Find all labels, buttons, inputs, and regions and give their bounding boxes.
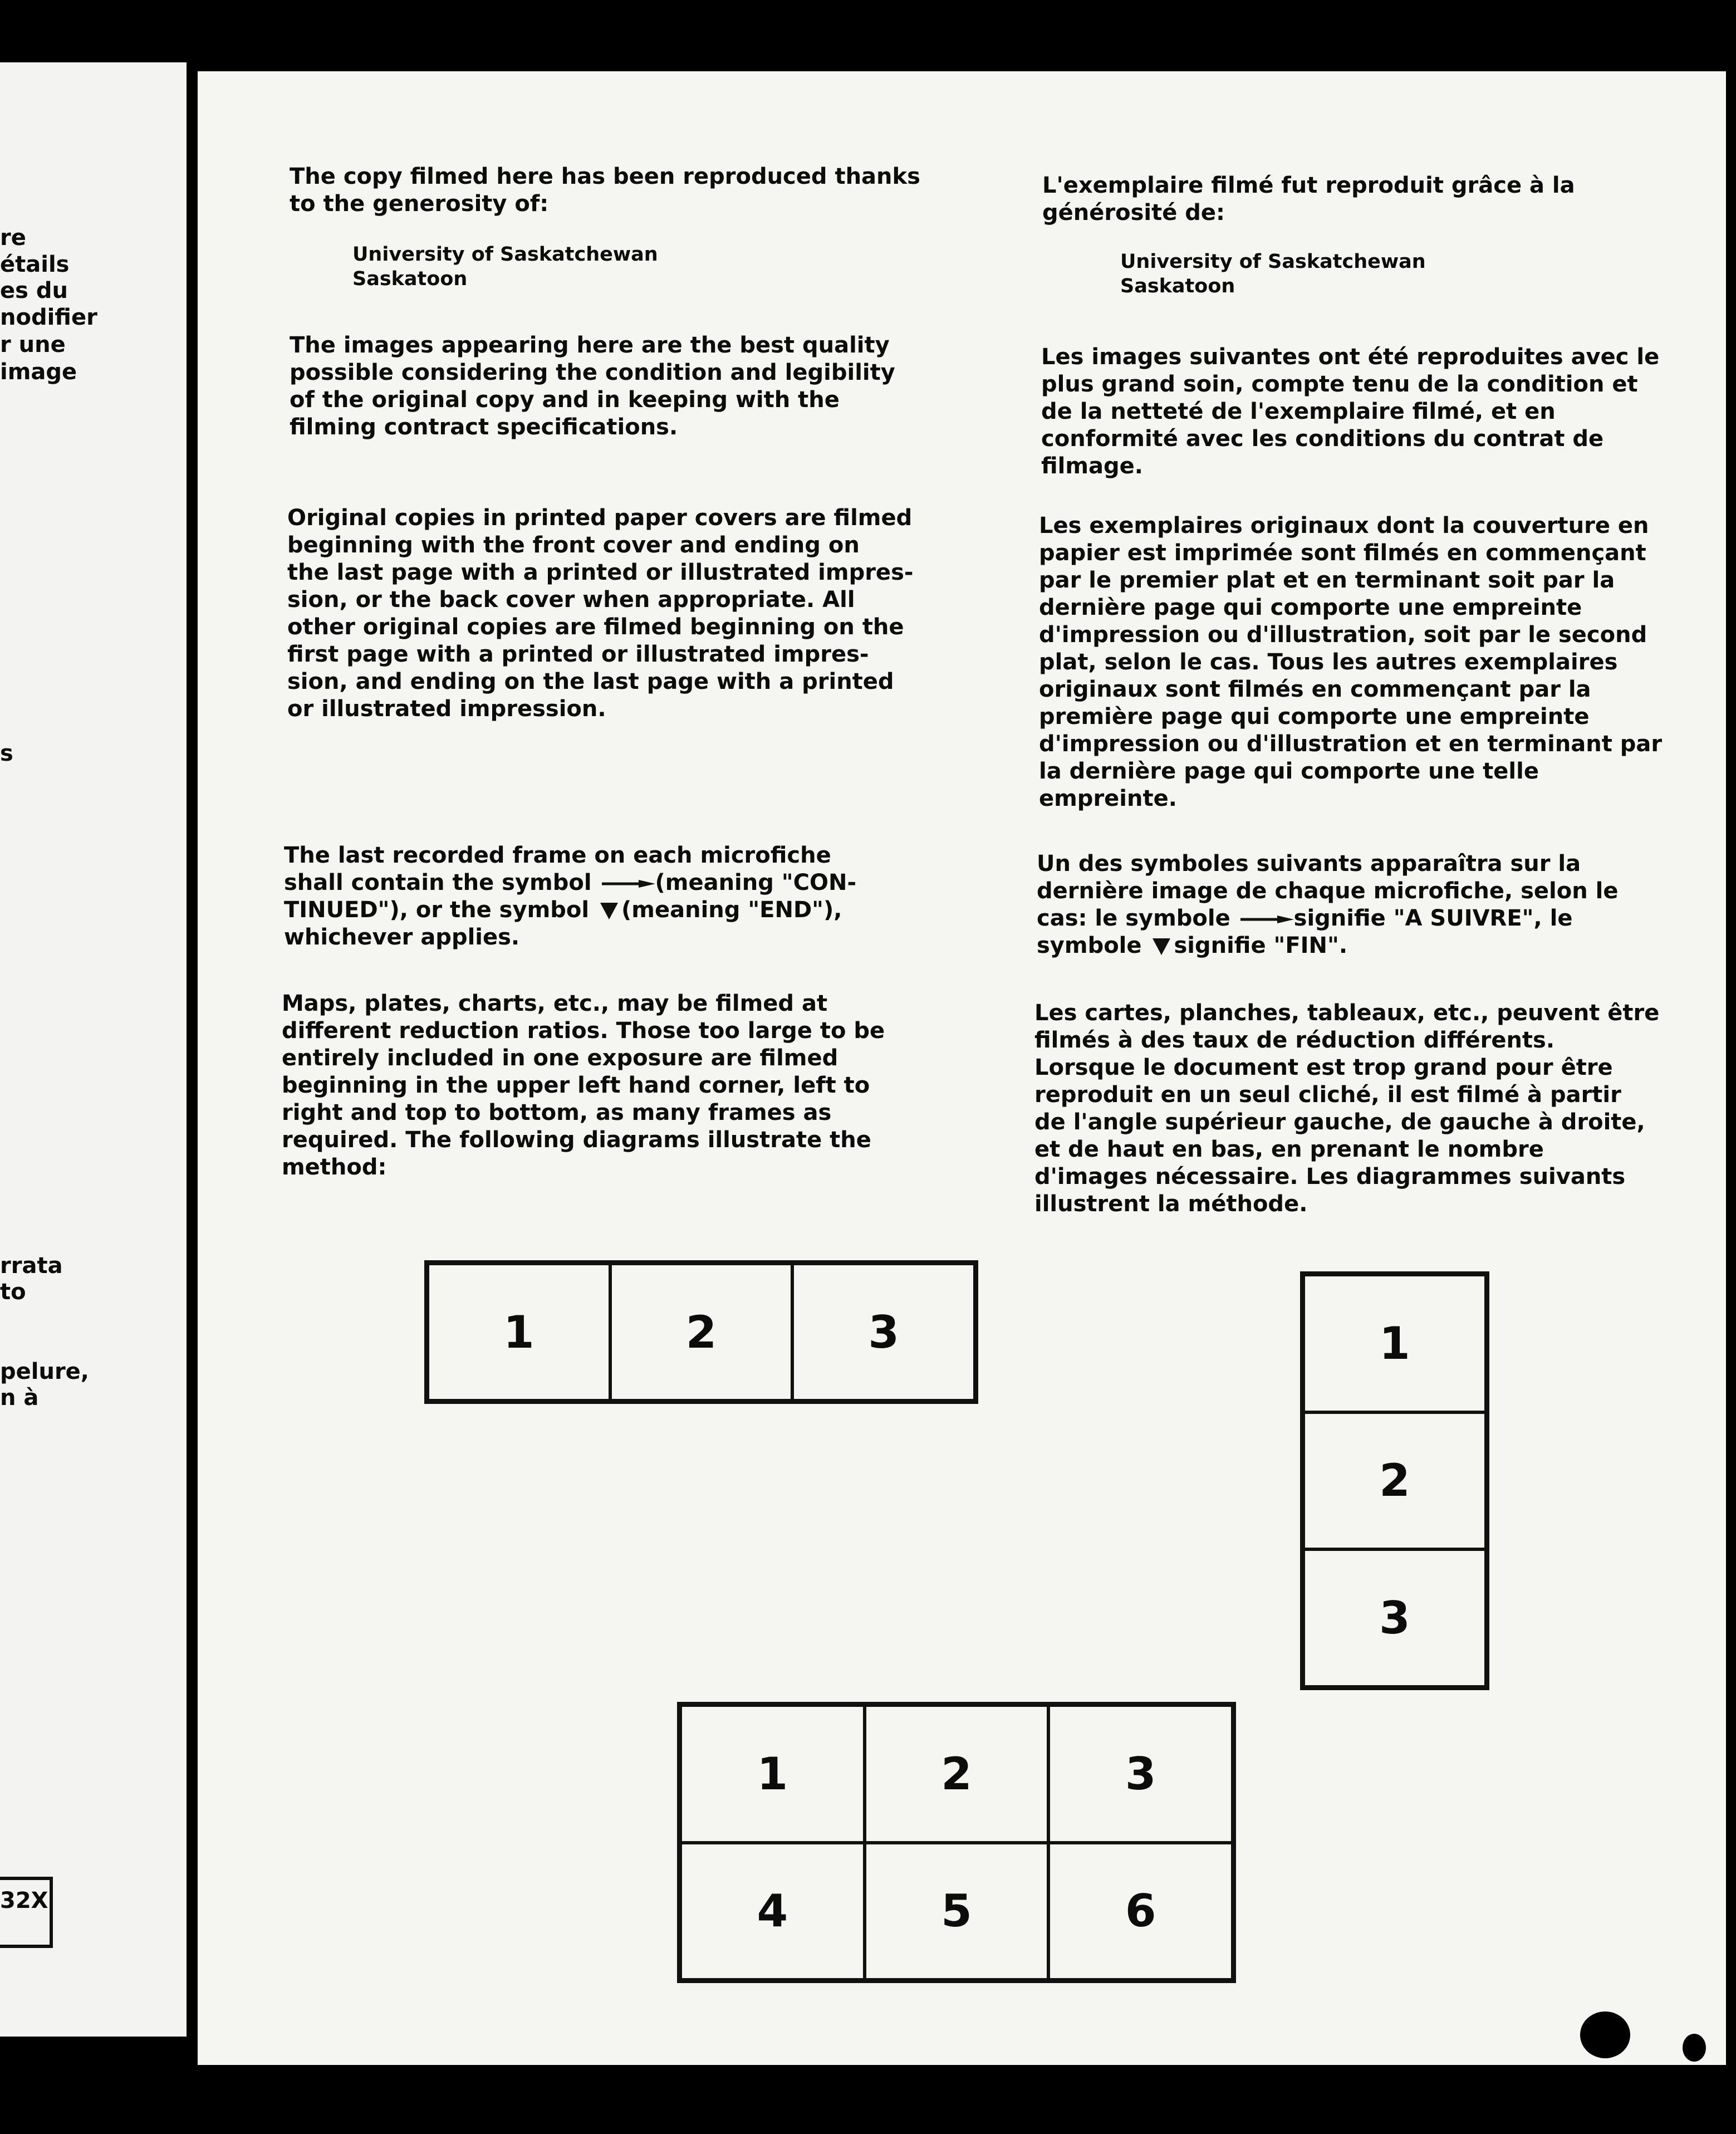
left-fragment: s bbox=[0, 741, 13, 766]
ink-blot bbox=[1580, 2011, 1630, 2058]
left-fragment: nodifier bbox=[0, 305, 97, 330]
french-symbols-paragraph: Un des symboles suivants apparaîtra sur la dernière image de chaque microfiche, selon le cas: le symbole signifie "A SUIVRE", le symbole signifie "FIN". bbox=[1037, 851, 1619, 958]
frame-cell: 1 bbox=[428, 1264, 610, 1401]
continued-arrow-icon bbox=[600, 880, 655, 888]
left-fragment: 32X bbox=[0, 1888, 48, 1913]
frame-cell: 3 bbox=[792, 1264, 975, 1401]
end-triangle-icon bbox=[600, 903, 618, 919]
english-covers-paragraph: Original copies in printed paper covers are filmed beginning with the front cover and ending on the last page with a printed or illustrated impres- sion, or the back cover when appropriate. All other original copies are filmed beginning on the first page with a printed or illustrated impres- sion, and ending on the last page with a printed or illustrated impression. bbox=[287, 505, 914, 722]
frame-cell: 1 bbox=[680, 1705, 865, 1843]
left-fragment: image bbox=[0, 359, 77, 385]
left-partial-page bbox=[0, 62, 187, 2037]
frame-cell: 1 bbox=[1303, 1275, 1486, 1412]
english-maps-paragraph: Maps, plates, charts, etc., may be filmed at different reduction ratios. Those too large to be entirely included in one exposure are filmed beginning in the upper left hand corner, left to right and top to bottom, as many frames as required. The following diagrams illustrate the method: bbox=[282, 991, 885, 1180]
english-acknowledgement: The copy filmed here has been reproduced thanks to the generosity of: bbox=[290, 164, 920, 217]
french-quality-paragraph: Les images suivantes ont été reproduites avec le plus grand soin, compte tenu de la condition et de la netteté de l'exemplaire filmé, et en conformité avec les conditions du contrat de filmage. bbox=[1041, 344, 1660, 479]
left-fragment: to bbox=[0, 1279, 26, 1305]
ink-blot bbox=[1683, 2034, 1706, 2062]
frame-cell: 3 bbox=[1303, 1549, 1486, 1687]
english-symbols-paragraph: The last recorded frame on each microfiche shall contain the symbol (meaning "CON- TINUED"), or the symbol (meaning "END"), whichever applies. bbox=[284, 843, 857, 950]
row-diagram bbox=[424, 1260, 978, 1404]
english-quality-paragraph: The images appearing here are the best quality possible considering the condition and legibility of the original copy and in keeping with the filming contract specifications. bbox=[290, 332, 895, 440]
suivre-arrow-icon bbox=[1238, 916, 1294, 923]
frame-cell: 4 bbox=[680, 1843, 865, 1980]
left-fragment: pelure, bbox=[0, 1359, 89, 1384]
english-institution: University of Saskatchewan Saskatoon bbox=[352, 243, 658, 290]
frame-cell: 2 bbox=[865, 1705, 1049, 1843]
french-maps-paragraph: Les cartes, planches, tableaux, etc., peuvent être filmés à des taux de réduction différents. Lorsque le document est trop grand pour être reproduit en un seul cliché, il est filmé à partir de l'angle supérieur gauche, de gauche à droite, et de haut en bas, en prenant le nombre d'images nécessaire. Les diagrammes suivants illustrent la méthode. bbox=[1034, 1000, 1660, 1217]
french-acknowledgement: L'exemplaire filmé fut reproduit grâce à la générosité de: bbox=[1042, 173, 1575, 226]
left-fragment: étails bbox=[0, 252, 70, 277]
frame-cell: 6 bbox=[1048, 1843, 1233, 1980]
frame-cell: 3 bbox=[1048, 1705, 1233, 1843]
left-fragment: re bbox=[0, 225, 26, 251]
left-fragment: es du bbox=[0, 278, 68, 304]
column-diagram bbox=[1300, 1271, 1489, 1690]
frame-cell: 2 bbox=[1303, 1412, 1486, 1550]
french-covers-paragraph: Les exemplaires originaux dont la couverture en papier est imprimée sont filmés en commençant par le premier plat et en terminant soit par la dernière page qui comporte une empreinte d'impression ou d'illustration, soit par le second plat, selon le cas. Tous les autres exemplaires originaux sont filmés en commençant par la première page qui comporte une empreinte d'impression ou d'illustration et en terminant par la dernière page qui comporte une telle empreinte. bbox=[1039, 513, 1663, 811]
left-fragment: r une bbox=[0, 332, 66, 358]
fin-triangle-icon bbox=[1153, 938, 1170, 955]
frame-cell: 2 bbox=[610, 1264, 793, 1401]
grid-diagram bbox=[677, 1702, 1236, 1983]
frame-cell: 5 bbox=[865, 1843, 1049, 1980]
left-fragment: rrata bbox=[0, 1253, 63, 1279]
left-fragment: n à bbox=[0, 1385, 39, 1411]
french-institution: University of Saskatchewan Saskatoon bbox=[1120, 251, 1426, 297]
